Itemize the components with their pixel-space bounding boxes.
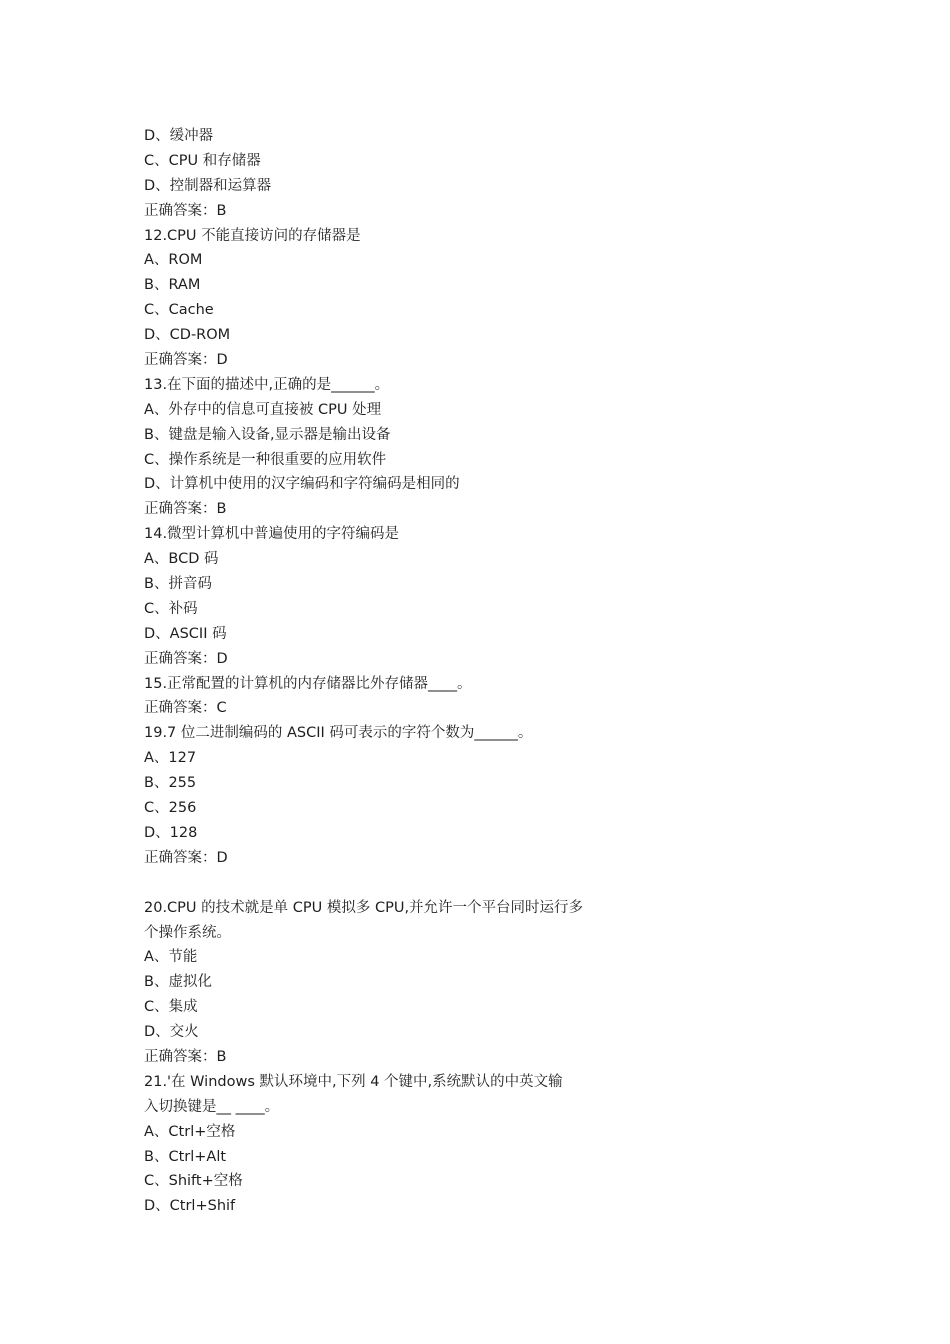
option-line: C、Shift+空格 bbox=[144, 1173, 243, 1190]
document-body bbox=[144, 124, 614, 1219]
blank-line bbox=[144, 871, 614, 896]
option-line: B、255 bbox=[144, 775, 197, 792]
question-line: 入切换键是__ ____。 bbox=[144, 1098, 280, 1115]
option-line: B、Ctrl+Alt bbox=[144, 1148, 227, 1165]
option-line: D、Ctrl+Shif bbox=[144, 1198, 236, 1215]
answer-line: 正确答案：B bbox=[144, 501, 227, 518]
answer-line: 正确答案：B bbox=[144, 1048, 227, 1065]
option-line: D、缓冲器 bbox=[144, 128, 214, 144]
question-line: 21.'在 Windows 默认环境中,下列 4 个键中,系统默认的中英文输 bbox=[144, 1073, 563, 1090]
option-line: A、BCD 码 bbox=[144, 551, 219, 568]
question-line: 12.CPU 不能直接访问的存储器是 bbox=[144, 227, 361, 244]
answer-line: 正确答案：B bbox=[144, 202, 227, 219]
option-line: D、控制器和运算器 bbox=[144, 177, 272, 194]
option-line: A、节能 bbox=[144, 949, 198, 966]
answer-line: 正确答案：D bbox=[144, 849, 228, 866]
answer-line: 正确答案：C bbox=[144, 700, 227, 717]
question-line: 20.CPU 的技术就是单 CPU 模拟多 CPU,并允许一个平台同时运行多 bbox=[144, 899, 584, 916]
question-line: 13.在下面的描述中,正确的是______。 bbox=[144, 376, 390, 393]
option-line: D、128 bbox=[144, 824, 198, 841]
option-line: C、操作系统是一种很重要的应用软件 bbox=[144, 451, 387, 468]
option-line: C、补码 bbox=[144, 600, 198, 617]
question-line: 14.微型计算机中普遍使用的字符编码是 bbox=[144, 526, 400, 543]
answer-line: 正确答案：D bbox=[144, 352, 228, 369]
option-line: B、RAM bbox=[144, 277, 201, 294]
option-line: C、Cache bbox=[144, 302, 214, 319]
option-line: A、外存中的信息可直接被 CPU 处理 bbox=[144, 401, 382, 418]
question-line: 15.正常配置的计算机的内存储器比外存储器____。 bbox=[144, 675, 472, 692]
option-line: B、键盘是输入设备,显示器是输出设备 bbox=[144, 426, 391, 443]
option-line: C、集成 bbox=[144, 999, 198, 1016]
answer-line: 正确答案：D bbox=[144, 650, 228, 667]
option-line: D、ASCII 码 bbox=[144, 625, 227, 642]
question-line: 19.7 位二进制编码的 ASCII 码可表示的字符个数为______。 bbox=[144, 725, 533, 742]
option-line: A、127 bbox=[144, 750, 197, 767]
option-line: A、ROM bbox=[144, 252, 203, 269]
option-line: D、交火 bbox=[144, 1024, 199, 1041]
option-line: B、拼音码 bbox=[144, 576, 212, 593]
option-line: C、CPU 和存储器 bbox=[144, 152, 261, 169]
question-line: 个操作系统。 bbox=[144, 924, 231, 941]
option-line: B、虚拟化 bbox=[144, 974, 212, 991]
option-line: A、Ctrl+空格 bbox=[144, 1123, 236, 1140]
option-line: C、256 bbox=[144, 800, 197, 817]
option-line: D、CD-ROM bbox=[144, 327, 231, 344]
option-line: D、计算机中使用的汉字编码和字符编码是相同的 bbox=[144, 476, 460, 493]
